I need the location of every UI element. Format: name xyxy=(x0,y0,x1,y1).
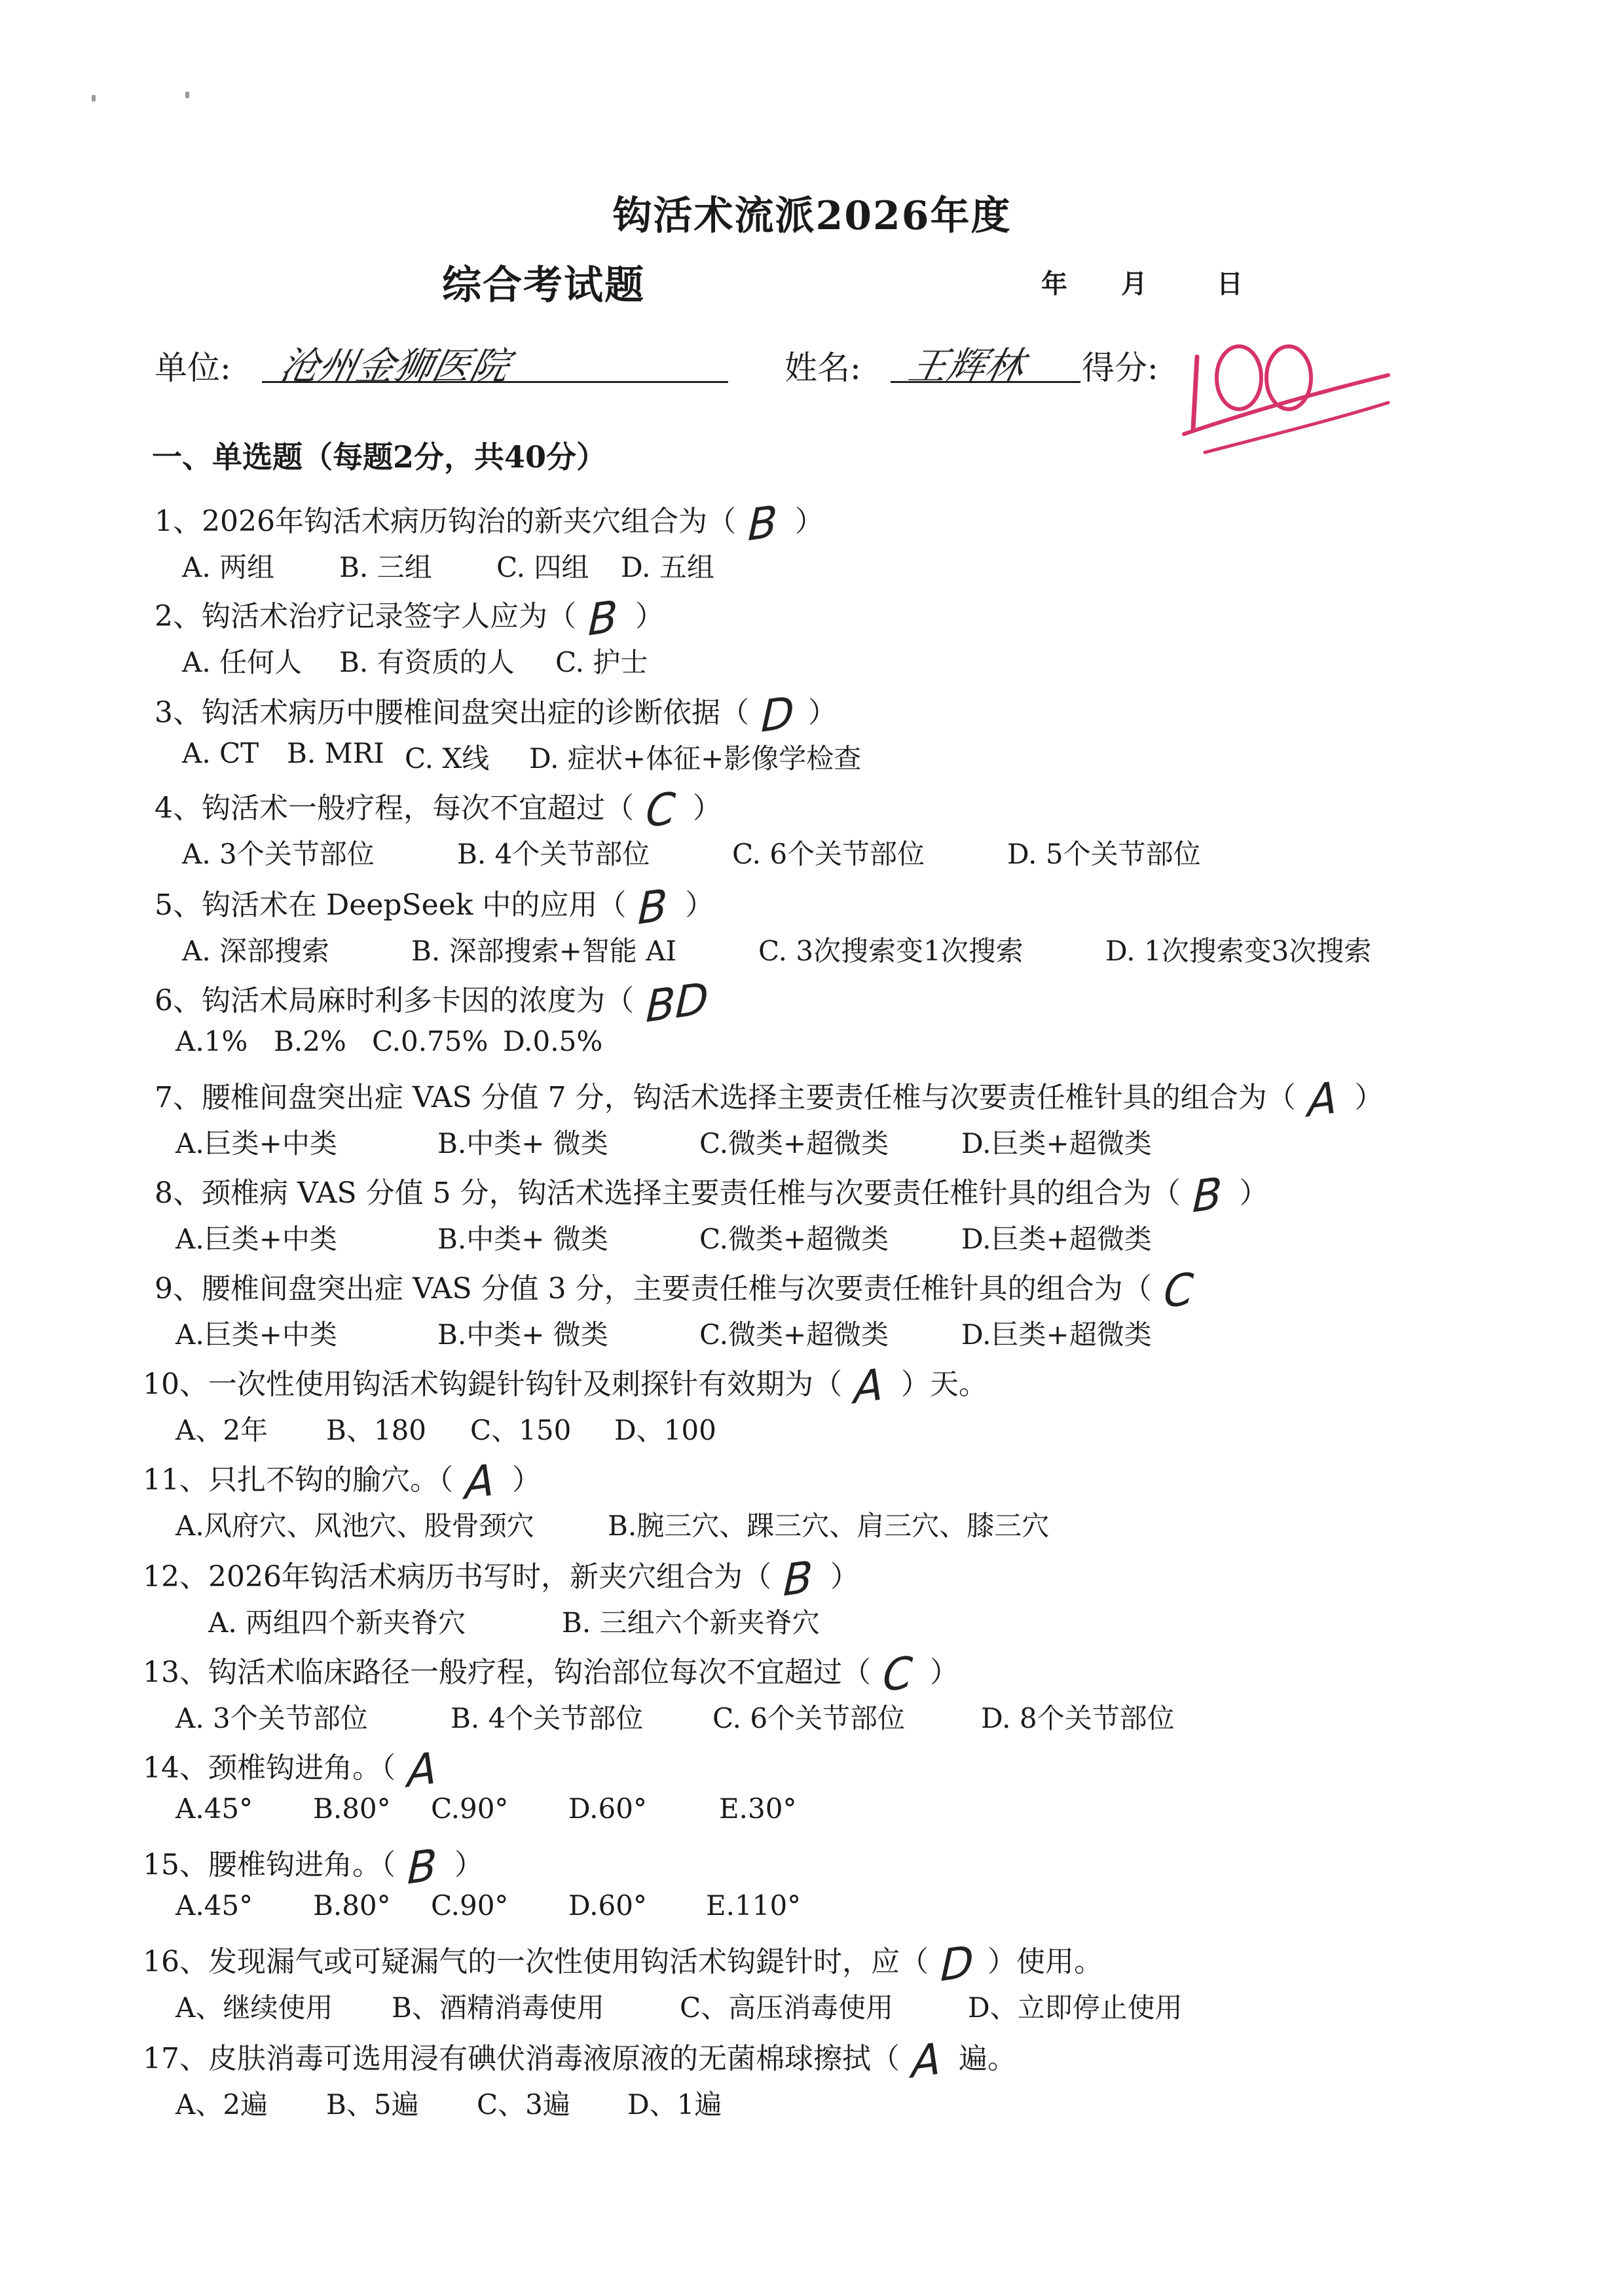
answer-blank[interactable] xyxy=(1181,1167,1240,1223)
option-c: C. 3次搜索变1次搜索 xyxy=(758,935,1024,967)
option-d: D. 五组 xyxy=(621,551,714,583)
page-subtitle: 综合考试题 xyxy=(442,263,645,308)
name-value: 王辉林 xyxy=(904,344,1029,388)
option-b: B、180 xyxy=(326,1414,427,1446)
question-text-end: ） xyxy=(930,1656,959,1689)
scan-speck xyxy=(92,95,96,101)
answer-blank[interactable] xyxy=(626,879,685,935)
question-number: 6、 xyxy=(155,984,202,1017)
question-text-end: ） xyxy=(830,1560,859,1594)
handwritten-answer: A xyxy=(1306,1071,1338,1127)
option-a: A. 3个关节部位 xyxy=(182,838,375,870)
question-text-end: ） xyxy=(635,600,664,633)
answer-blank[interactable] xyxy=(736,495,795,551)
question-text: 只扎不钩的腧穴。（ xyxy=(208,1463,453,1497)
question-10 xyxy=(143,1358,987,1414)
option-e: E.110° xyxy=(706,1889,802,1922)
handwritten-answer: B xyxy=(637,879,669,935)
option-c: C. 四组 xyxy=(496,551,589,583)
page-title: 钩活术流派2026年度 xyxy=(612,193,1012,239)
option-b: B. 三组 xyxy=(339,551,432,583)
question-text-end: ）天。 xyxy=(901,1368,987,1401)
answer-blank[interactable] xyxy=(749,686,808,742)
option-c: C.微类+超微类 xyxy=(699,1127,889,1159)
question-6 xyxy=(155,972,710,1032)
option-a: A、继续使用 xyxy=(175,1992,333,2024)
handwritten-answer: B xyxy=(747,495,779,551)
option-a: A.45° xyxy=(175,1793,253,1825)
question-number: 16、 xyxy=(143,1945,208,1978)
option-c: C. 6个关节部位 xyxy=(732,838,925,870)
question-13 xyxy=(143,1646,959,1702)
question-text: 钩活术治疗记录签字人应为（ xyxy=(202,600,576,633)
question-text: 颈椎钩进角。（ xyxy=(208,1751,396,1785)
question-text: 一次性使用钩活术钩鍉针钩针及刺探针有效期为（ xyxy=(208,1368,842,1401)
option-a: A.45° xyxy=(175,1889,253,1922)
question-text-end: ） xyxy=(693,792,722,825)
question-7 xyxy=(155,1071,1384,1127)
question-text-end: ） xyxy=(794,505,824,538)
option-d: D.60° xyxy=(568,1793,647,1825)
question-number: 15、 xyxy=(143,1848,208,1882)
question-text-end: ） xyxy=(1354,1081,1384,1114)
option-b: B.中类+ 微类 xyxy=(437,1319,608,1351)
handwritten-answer: C xyxy=(881,1646,914,1702)
answer-blank[interactable] xyxy=(396,1741,454,1798)
option-a: A.巨类+中类 xyxy=(175,1223,337,1255)
option-a: A.巨类+中类 xyxy=(175,1319,337,1351)
option-b: B. 三组六个新夹脊穴 xyxy=(562,1607,820,1639)
question-text-end: ） xyxy=(685,888,714,922)
option-c: C. 6个关节部位 xyxy=(712,1702,906,1734)
question-number: 17、 xyxy=(143,2042,208,2075)
handwritten-answer: B xyxy=(406,1838,438,1895)
question-text: 腰椎间盘突出症 VAS 分值 3 分，主要责任椎与次要责任椎针具的组合为（ xyxy=(202,1272,1152,1305)
option-a: A. 两组 xyxy=(182,551,275,583)
option-a: A. 两组四个新夹脊穴 xyxy=(208,1607,466,1639)
option-d: D、立即停止使用 xyxy=(968,1992,1183,2024)
question-text: 钩活术一般疗程，每次不宜超过（ xyxy=(202,792,634,825)
question-number: 8、 xyxy=(155,1176,202,1210)
handwritten-answer: B xyxy=(587,590,619,646)
option-b: B.中类+ 微类 xyxy=(437,1223,608,1255)
handwritten-answer: B xyxy=(1191,1167,1223,1223)
question-text: 皮肤消毒可选用浸有碘伏消毒液原液的无菌棉球擦拭（ xyxy=(208,2042,900,2075)
option-a: A. 深部搜索 xyxy=(182,935,330,967)
handwritten-answer: C xyxy=(644,782,677,838)
option-b: B.中类+ 微类 xyxy=(437,1127,608,1159)
question-text: 腰椎钩进角。（ xyxy=(208,1848,396,1882)
option-b: B.80° xyxy=(313,1889,391,1922)
section-title: 一、单选题（每题2分，共40分） xyxy=(152,439,607,475)
question-text-end: 遍。 xyxy=(959,2042,1016,2075)
option-a: A.巨类+中类 xyxy=(175,1127,337,1159)
option-b: B. 4个关节部位 xyxy=(457,838,650,870)
question-text-end: ） xyxy=(808,696,837,729)
question-number: 9、 xyxy=(155,1272,202,1305)
option-d: D、100 xyxy=(614,1414,716,1446)
question-16 xyxy=(143,1935,1103,1992)
answer-blank[interactable] xyxy=(900,2032,959,2088)
option-a: A、2遍 xyxy=(175,2088,268,2121)
option-d: D.巨类+超微类 xyxy=(961,1127,1152,1159)
handwritten-answer: D xyxy=(760,686,795,742)
question-9 xyxy=(155,1262,1211,1319)
question-4 xyxy=(155,782,722,838)
handwritten-answer: D xyxy=(939,1935,974,1992)
handwritten-answer: B xyxy=(782,1550,814,1607)
date-year-label: 年 xyxy=(1041,268,1067,299)
question-11 xyxy=(143,1453,541,1510)
handwritten-answer: C xyxy=(1162,1262,1194,1319)
answer-blank[interactable] xyxy=(453,1453,512,1510)
answer-blank[interactable] xyxy=(634,782,693,838)
option-c: C.90° xyxy=(431,1793,509,1825)
question-text: 钩活术临床路径一般疗程，钩治部位每次不宜超过（ xyxy=(208,1656,871,1689)
answer-blank[interactable] xyxy=(1296,1071,1355,1127)
option-a: A.风府穴、风池穴、股骨颈穴 xyxy=(175,1510,534,1542)
option-c: C、高压消毒使用 xyxy=(680,1992,894,2024)
question-number: 1、 xyxy=(155,505,202,538)
question-text: 2026年钩活术病历书写时，新夹穴组合为（ xyxy=(208,1560,771,1594)
option-c: C.0.75% xyxy=(372,1025,489,1057)
question-number: 10、 xyxy=(143,1368,208,1401)
answer-blank[interactable] xyxy=(634,972,710,1032)
question-1 xyxy=(155,495,824,551)
question-17 xyxy=(143,2032,1016,2088)
question-2 xyxy=(155,590,664,646)
score-handwriting xyxy=(1179,304,1395,455)
answer-blank[interactable] xyxy=(576,590,635,646)
unit-value: 沧州金狮医院 xyxy=(276,344,514,388)
handwritten-answer: A xyxy=(406,1741,438,1798)
question-number: 3、 xyxy=(155,696,202,729)
option-c: C.微类+超微类 xyxy=(699,1319,889,1351)
question-number: 5、 xyxy=(155,888,202,922)
question-text: 钩活术在 DeepSeek 中的应用（ xyxy=(202,888,627,922)
question-text: 发现漏气或可疑漏气的一次性使用钩活术钩鍉针时，应（ xyxy=(208,1945,929,1978)
option-c: C. X线 xyxy=(405,742,490,774)
question-12 xyxy=(143,1550,859,1607)
option-b: B. 4个关节部位 xyxy=(451,1702,644,1734)
answer-blank[interactable] xyxy=(929,1935,987,1992)
question-number: 13、 xyxy=(143,1656,208,1689)
option-c: C.微类+超微类 xyxy=(699,1223,889,1255)
question-text: 腰椎间盘突出症 VAS 分值 7 分，钩活术选择主要责任椎与次要责任椎针具的组合为（ xyxy=(202,1081,1296,1114)
answer-blank[interactable] xyxy=(871,1646,930,1702)
question-text-end: ）使用。 xyxy=(987,1945,1103,1978)
option-d: D. 症状+体征+影像学检查 xyxy=(529,742,862,774)
handwritten-answer: A xyxy=(853,1358,885,1414)
question-text: 钩活术病历中腰椎间盘突出症的诊断依据（ xyxy=(202,696,749,729)
option-d: D.巨类+超微类 xyxy=(961,1223,1152,1255)
question-3 xyxy=(155,686,837,742)
option-b: B. 有资质的人 xyxy=(339,646,515,678)
option-d: D.巨类+超微类 xyxy=(961,1319,1152,1351)
question-text: 2026年钩活术病历钩治的新夹穴组合为（ xyxy=(202,505,736,538)
question-number: 2、 xyxy=(155,600,202,633)
answer-blank[interactable] xyxy=(771,1550,830,1607)
option-d: D. 8个关节部位 xyxy=(981,1702,1175,1734)
scan-speck xyxy=(185,92,189,98)
option-b: B、5遍 xyxy=(326,2088,419,2121)
option-c: C.90° xyxy=(431,1889,509,1922)
question-text: 钩活术局麻时利多卡因的浓度为（ xyxy=(202,984,634,1017)
handwritten-answer: A xyxy=(910,2032,942,2088)
question-number: 4、 xyxy=(155,792,202,825)
option-d: D. 5个关节部位 xyxy=(1007,838,1201,870)
date-day-label: 日 xyxy=(1217,268,1243,299)
option-b: B.2% xyxy=(274,1025,346,1057)
question-text: 颈椎病 VAS 分值 5 分，钩活术选择主要责任椎与次要责任椎针具的组合为（ xyxy=(202,1176,1181,1210)
option-b: B、酒精消毒使用 xyxy=(392,1992,604,2024)
question-number: 12、 xyxy=(143,1560,208,1594)
question-text-end: ） xyxy=(512,1463,541,1497)
option-d: D.0.5% xyxy=(503,1025,603,1057)
name-underline xyxy=(891,381,1080,383)
unit-underline xyxy=(262,381,728,383)
question-text-end: ） xyxy=(1239,1176,1268,1210)
option-d: D、1遍 xyxy=(627,2088,722,2121)
question-8 xyxy=(155,1167,1268,1223)
option-c: C. 护士 xyxy=(555,646,648,678)
option-a: A. 任何人 xyxy=(182,646,303,678)
question-number: 7、 xyxy=(155,1081,202,1114)
name-label: 姓名: xyxy=(784,349,861,387)
answer-blank[interactable] xyxy=(1152,1262,1211,1319)
answer-blank[interactable] xyxy=(396,1838,454,1895)
option-a: A.1% xyxy=(175,1025,248,1057)
question-text-end: ） xyxy=(454,1848,483,1882)
score-label: 得分: xyxy=(1082,349,1158,387)
option-d: D. 1次搜索变3次搜索 xyxy=(1105,935,1372,967)
date-month-label: 月 xyxy=(1121,268,1147,299)
question-number: 14、 xyxy=(143,1751,208,1785)
option-e: E.30° xyxy=(719,1793,797,1825)
option-d: D.60° xyxy=(568,1889,647,1922)
handwritten-answer: A xyxy=(464,1453,496,1510)
option-c: C、3遍 xyxy=(477,2088,570,2121)
option-b: B. MRI xyxy=(287,737,384,769)
answer-blank[interactable] xyxy=(842,1358,901,1414)
unit-label: 单位: xyxy=(155,349,231,387)
option-b: B. 深部搜索+智能 AI xyxy=(411,935,677,967)
option-a: A、2年 xyxy=(175,1414,268,1446)
option-b: B.腕三穴、踝三穴、肩三穴、膝三穴 xyxy=(608,1510,1050,1542)
handwritten-answer: BD xyxy=(645,972,710,1032)
question-number: 11、 xyxy=(143,1463,208,1497)
option-b: B.80° xyxy=(313,1793,391,1825)
question-14 xyxy=(143,1741,454,1798)
option-a: A. 3个关节部位 xyxy=(175,1702,368,1734)
option-c: C、150 xyxy=(470,1414,572,1446)
question-5 xyxy=(155,879,714,935)
question-15 xyxy=(143,1838,483,1895)
option-a: A. CT xyxy=(182,737,259,769)
